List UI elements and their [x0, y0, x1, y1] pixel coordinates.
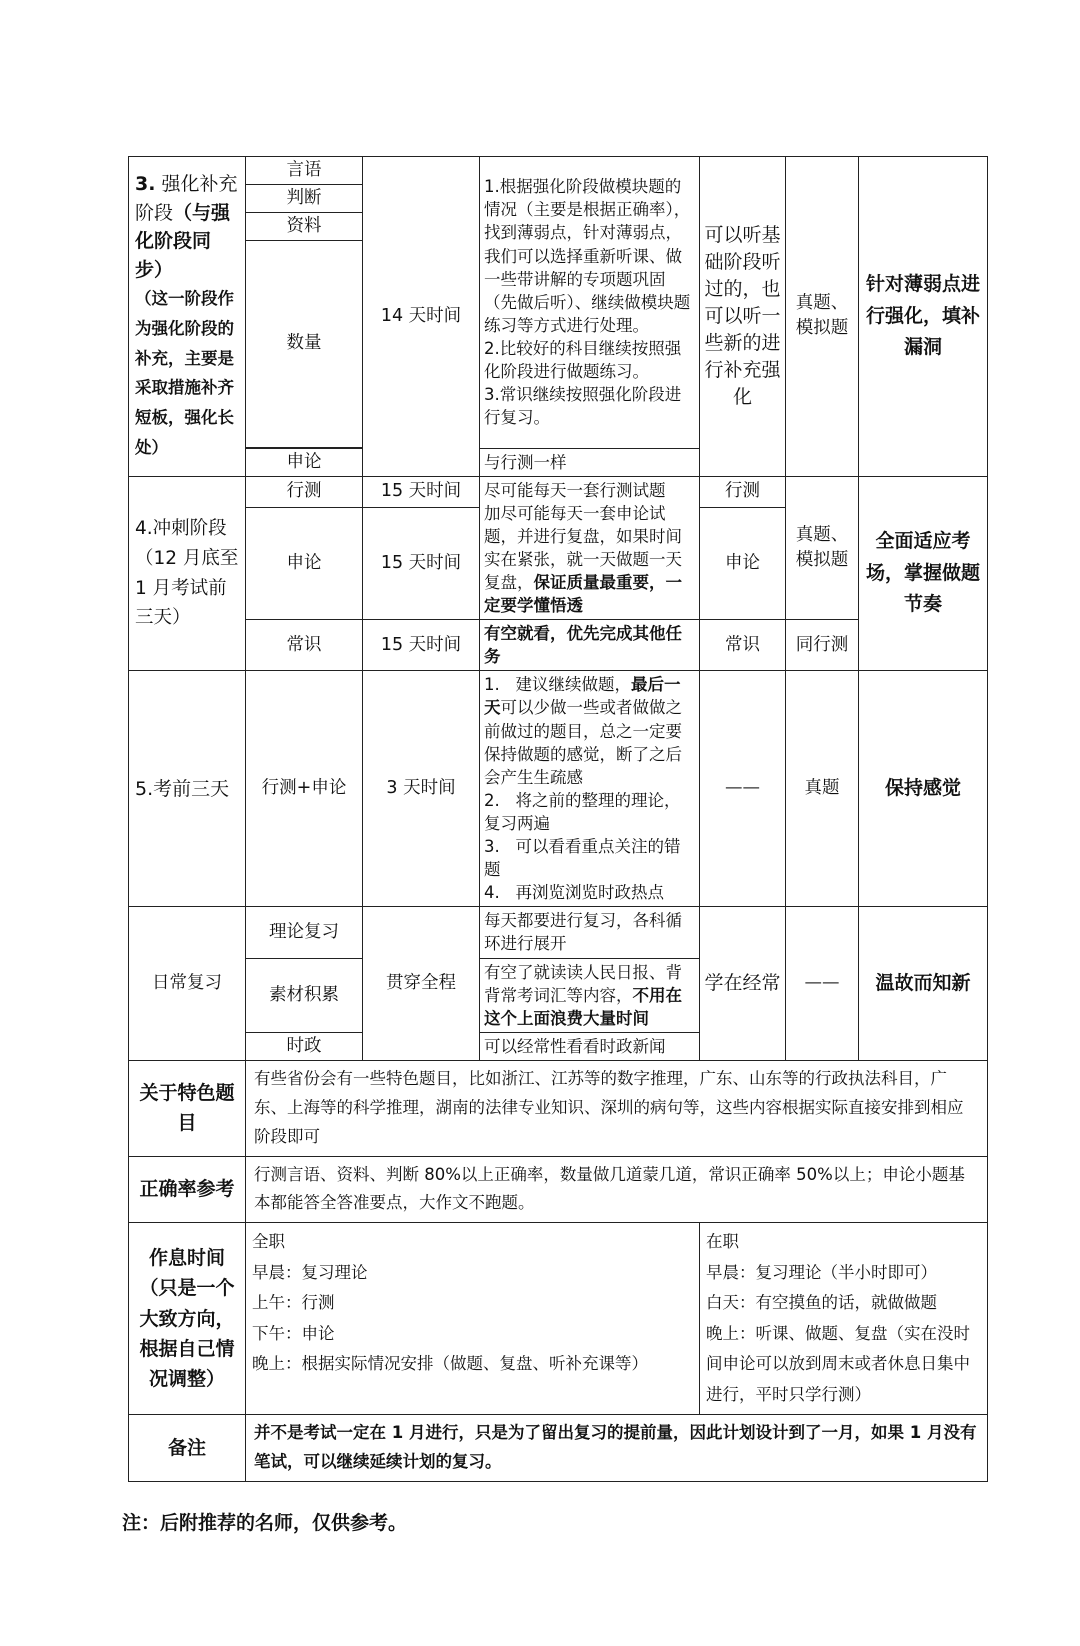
stage4-time-2: 15 天时间	[363, 620, 480, 671]
stage5-listen: ——	[700, 671, 786, 907]
stage3-desc-item-1: 1.根据强化阶段做模块题的情况（主要是根据正确率），找到薄弱点，针对薄弱点，我们可以选择重新听课、做一些带讲解的专项题巩固（先做后听）、继续做模块题练习等方式进行处理。	[484, 177, 691, 335]
stage4-listen-2: 常识	[700, 620, 786, 671]
stage4-material: 真题、模拟题	[786, 476, 859, 620]
schedule-header: 作息时间（只是一个大致方向，根据自己情况调整）	[129, 1223, 246, 1415]
stage4-listen-1: 申论	[700, 507, 786, 619]
stage5-item-4: 4. 再浏览浏览时政热点	[484, 883, 664, 903]
stage4-time-0: 15 天时间	[363, 476, 480, 507]
footer-note: 注：后附推荐的名师，仅供参考。	[122, 1512, 408, 1534]
stage4-subject-2: 常识	[246, 620, 363, 671]
stage4-material-c: 同行测	[786, 620, 859, 671]
stage3-time: 14 天时间	[363, 157, 480, 477]
stage3-title-cell	[129, 157, 246, 477]
stage3-desc-shenlun: 与行测一样	[480, 448, 700, 476]
stage4-desc-b: 加尽可能每天一套申论试题，并进行复盘，如果时间实在紧张，就一天做题一天复盘，	[484, 503, 682, 592]
schedule-fulltime: 全职 早晨：复习理论 上午：行测 下午：申论 晚上：根据实际情况安排（做题、复盘、听补充课等）	[246, 1223, 700, 1415]
special-text: 有些省份会有一些特色题目，比如浙江、江苏等的数字推理，广东、山东等的行政执法科目，广东、上海等的科学推理，湖南的法律专业知识、深圳的病句等，这些内容根据实际直接安排到相应阶段即可	[246, 1060, 988, 1156]
stage4-time-1: 15 天时间	[363, 507, 480, 619]
stage3-material: 真题、模拟题	[786, 157, 859, 477]
study-plan-table	[128, 156, 988, 1482]
remark-text: 并不是考试一定在 1 月进行，只是为了留出复习的提前量，因此计划设计到了一月，如果 1 月没有笔试，可以继续延续计划的复习。	[246, 1415, 988, 1482]
stage4-subject-1: 申论	[246, 507, 363, 619]
schedule-employed: 在职 早晨：复习理论（半小时即可） 白天：有空摸鱼的话，就做做题 晚上：听课、做题、复盘（实在没时间申论可以放到周末或者休息日集中进行，平时只学行测）	[700, 1223, 988, 1415]
daily-desc-2: 有空了就读读人民日报、背背常考词汇等内容，不用在这个上面浪费大量时间	[480, 958, 700, 1032]
stage3-desc-item-2: 2.比较好的科目继续按照强化阶段进行做题练习。	[484, 338, 682, 381]
stage3-subject-1: 判断	[246, 184, 363, 212]
stage3-subject-0: 言语	[246, 157, 363, 185]
stage5-subject: 行测+申论	[246, 671, 363, 907]
accuracy-text: 行测言语、资料、判断 80%以上正确率，数量做几道蒙几道，常识正确率 50%以上；申论小题基本都能答全答准要点，大作文不跑题。	[246, 1156, 988, 1223]
stage3-subject-4: 申论	[246, 448, 363, 476]
daily-material: ——	[786, 907, 859, 1061]
special-header: 关于特色题目	[129, 1060, 246, 1156]
stage4-goal: 全面适应考场，掌握做题节奏	[859, 476, 988, 671]
stage5-item-3: 3. 可以看看重点关注的错题	[484, 837, 681, 880]
stage3-title-note: （这一阶段作为强化阶段的补充，主要是采取措施补齐短板，强化长处）	[135, 289, 234, 457]
stage4-desc-c: 有空就看，优先完成其他任务	[480, 620, 700, 671]
stage3-subject-3: 数量	[246, 240, 363, 447]
stage5-desc	[480, 671, 700, 907]
stage3-title-bold: （与强化阶段同步）	[135, 201, 231, 281]
daily-subject-1: 素材积累	[246, 958, 363, 1032]
stage3-listen: 可以听基础阶段听过的，也可以听一些新的进行补充强化	[700, 157, 786, 477]
remark-header: 备注	[129, 1415, 246, 1482]
stage5-material: 真题	[786, 671, 859, 907]
stage5-item-2: 2. 将之前的整理的理论，复习两遍	[484, 790, 681, 833]
accuracy-header: 正确率参考	[129, 1156, 246, 1223]
daily-listen: 学在经常	[700, 907, 786, 1061]
stage5-item-1: 1. 建议继续做题，最后一天可以少做一些或者做做之前做过的题目，总之一定要保持做题的感觉，断了之后会产生生疏感	[484, 675, 682, 787]
stage3-title-main: 强化补充阶段	[135, 173, 238, 224]
stage3-title-prefix: 3.	[135, 173, 156, 196]
stage5-time: 3 天时间	[363, 671, 480, 907]
stage5-title: 5.考前三天	[129, 671, 246, 907]
stage4-desc-b-bold: 保证质量最重要，一定要学懂悟透	[484, 573, 682, 616]
stage4-subject-0: 行测	[246, 476, 363, 507]
daily-desc-1: 每天都要进行复习，各科循环进行展开	[480, 907, 700, 958]
daily-subject-0: 理论复习	[246, 907, 363, 958]
stage3-desc-item-3: 3.常识继续按照强化阶段进行复习。	[484, 385, 682, 428]
plan-table-container	[128, 156, 987, 1482]
daily-subject-2: 时政	[246, 1032, 363, 1060]
daily-goal: 温故而知新	[859, 907, 988, 1061]
stage5-goal: 保持感觉	[859, 671, 988, 907]
stage3-desc-main	[480, 157, 700, 449]
stage4-desc-a: 尽可能每天一套行测试题	[484, 480, 666, 500]
stage3-subject-2: 资料	[246, 212, 363, 240]
stage3-goal: 针对薄弱点进行强化，填补漏洞	[859, 157, 988, 477]
daily-title: 日常复习	[129, 907, 246, 1061]
daily-desc-3: 可以经常性看看时政新闻	[480, 1032, 700, 1060]
stage4-desc-ab	[480, 476, 700, 620]
daily-time: 贯穿全程	[363, 907, 480, 1061]
stage4-listen-0: 行测	[700, 476, 786, 507]
stage4-title: 4.冲刺阶段（12 月底至 1 月考试前三天）	[129, 476, 246, 671]
